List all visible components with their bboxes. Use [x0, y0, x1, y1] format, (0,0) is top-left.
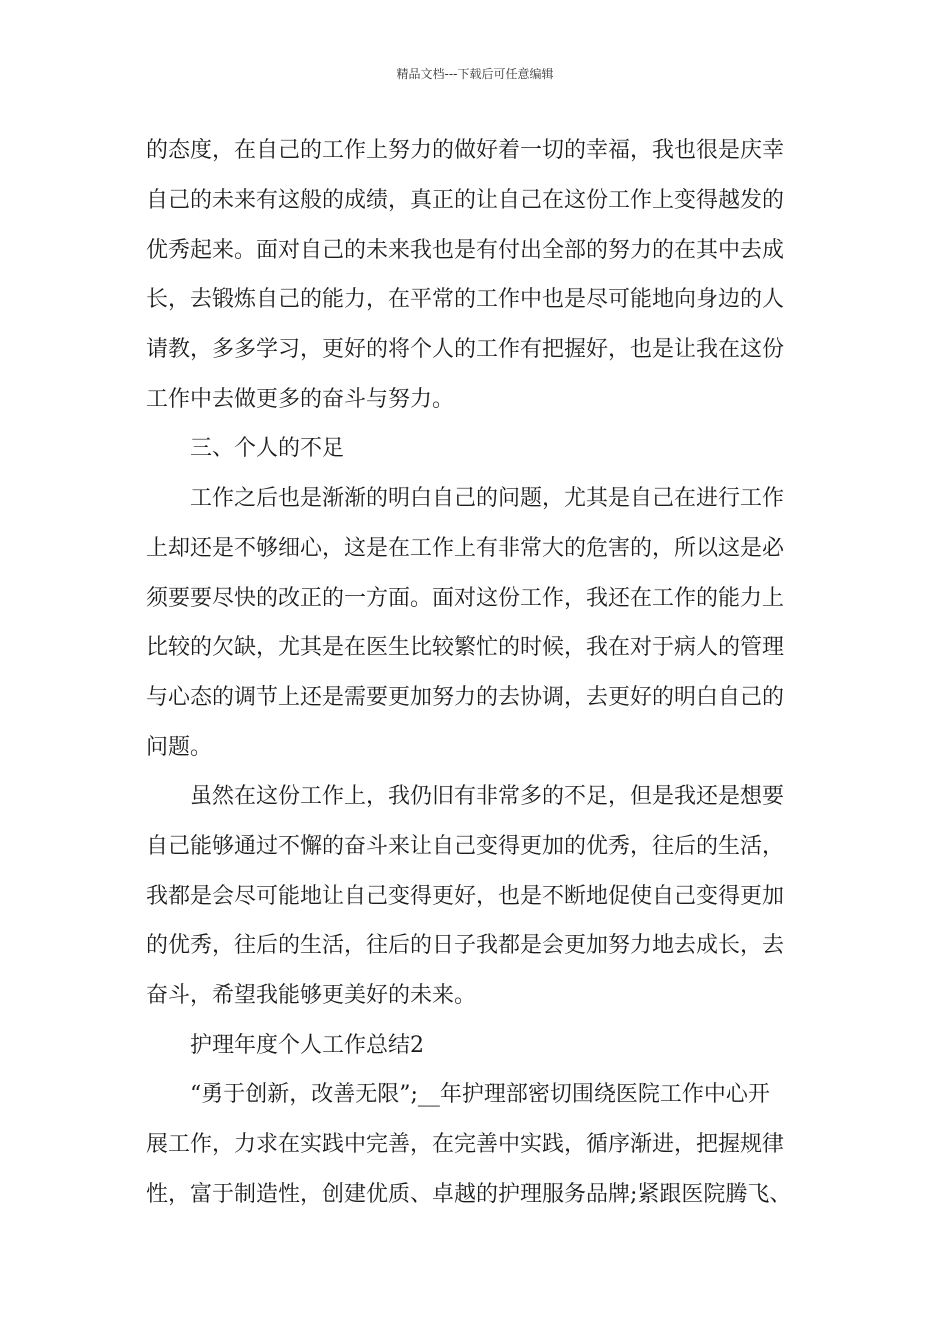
- text-line: 虽然在这份工作上，我仍旧有非常多的不足，但是我还是想要: [190, 784, 785, 809]
- section-heading: 三、个人的不足: [190, 436, 345, 461]
- text-line: 的态度，在自己的工作上努力的做好着一切的幸福，我也很是庆幸: [146, 138, 785, 163]
- text-line: 工作中去做更多的奋斗与努力。: [146, 387, 455, 412]
- text-line: 须要要尽快的改正的一方面。面对这份工作，我还在工作的能力上: [146, 586, 785, 611]
- text-line: 我都是会尽可能地让自己变得更好，也是不断地促使自己变得更加: [146, 884, 785, 909]
- text-line: 上却还是不够细心，这是在工作上有非常大的危害的，所以这是必: [146, 536, 785, 561]
- text-line: 的优秀，往后的生活，往后的日子我都是会更加努力地去成长，去: [146, 933, 785, 958]
- text-line: 奋斗，希望我能够更美好的未来。: [146, 983, 477, 1008]
- text-line: 展工作，力求在实践中完善，在完善中实践，循序渐进，把握规律: [146, 1132, 785, 1157]
- text-line: “勇于创新，改善无限”;__年护理部密切围绕医院工作中心开: [190, 1082, 770, 1107]
- section-heading: 护理年度个人工作总结2: [190, 1033, 424, 1058]
- page-header: 精品文档---下载后可任意编辑: [396, 67, 554, 81]
- text-line: 工作之后也是渐渐的明白自己的问题，尤其是自己在进行工作: [190, 486, 785, 511]
- text-line: 长，去锻炼自己的能力，在平常的工作中也是尽可能地向身边的人: [146, 287, 785, 312]
- text-line: 优秀起来。面对自己的未来我也是有付出全部的努力的在其中去成: [146, 238, 785, 263]
- text-line: 与心态的调节上还是需要更加努力的去协调，去更好的明白自己的: [146, 685, 785, 710]
- text-line: 问题。: [146, 735, 213, 760]
- text-line: 比较的欠缺，尤其是在医生比较繁忙的时候，我在对于病人的管理: [146, 635, 785, 660]
- text-line: 自己能够通过不懈的奋斗来让自己变得更加的优秀，往后的生活，: [146, 834, 785, 859]
- text-line: 性，富于制造性，创建优质、卓越的护理服务品牌;紧跟医院腾飞、: [146, 1182, 792, 1207]
- text-line: 请教，多多学习，更好的将个人的工作有把握好，也是让我在这份: [146, 337, 785, 362]
- text-line: 自己的未来有这般的成绩，真正的让自己在这份工作上变得越发的: [146, 188, 785, 213]
